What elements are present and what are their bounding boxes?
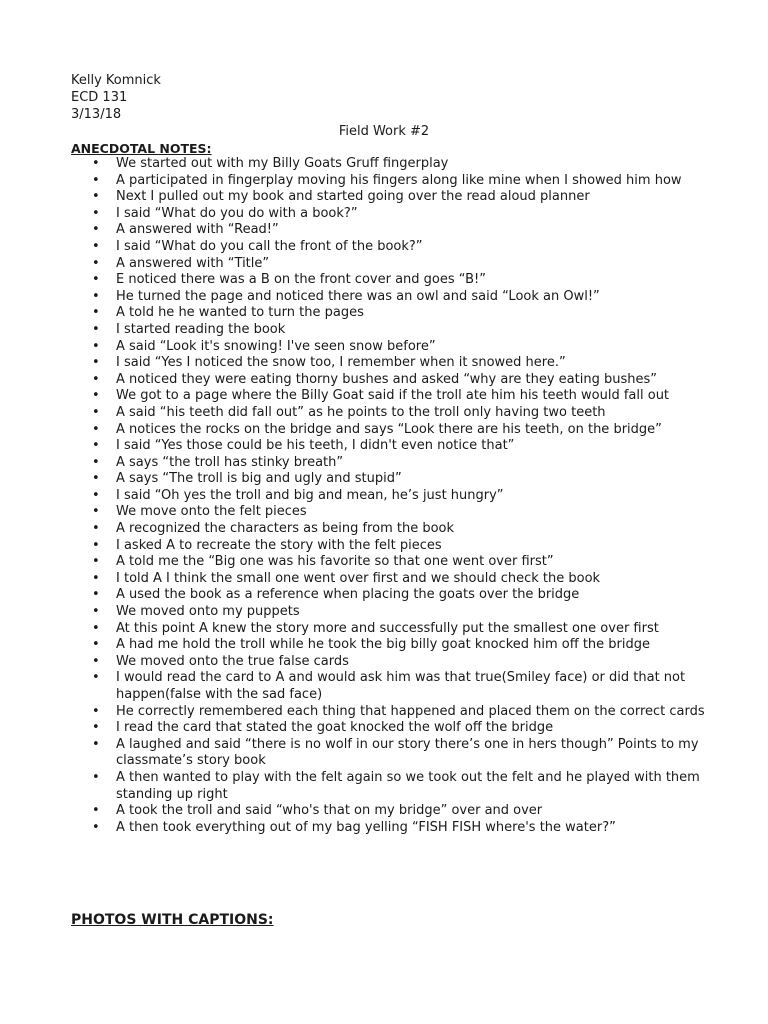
list-item: • We move onto the felt pieces: [116, 504, 746, 521]
list-item: • A noticed they were eating thorny bushes and asked “why are they eating bushes”: [116, 372, 746, 389]
anecdotal-notes-heading: ANECDOTAL NOTES:: [71, 141, 212, 156]
list-item: • Next I pulled out my book and started going over the read aloud planner: [116, 189, 746, 206]
list-item: • A told me the “Big one was his favorite so that one went over first”: [116, 554, 746, 571]
list-item: • He turned the page and noticed there was an owl and said “Look an Owl!”: [116, 289, 746, 306]
list-item: • At this point A knew the story more and successfully put the smallest one over first: [116, 621, 746, 638]
student-name: Kelly Komnick: [71, 73, 161, 88]
list-item: • A then wanted to play with the felt again so we took out the felt and he played with them standing up right: [116, 770, 746, 803]
list-item: • A says “the troll has stinky breath”: [116, 455, 746, 472]
list-item: • We moved onto my puppets: [116, 604, 746, 621]
list-item: • We got to a page where the Billy Goat said if the troll ate him his teeth would fall out: [116, 388, 746, 405]
list-item: • I asked A to recreate the story with the felt pieces: [116, 538, 746, 555]
list-item: • I said “Yes those could be his teeth, I didn't even notice that”: [116, 438, 746, 455]
list-item: • A says “The troll is big and ugly and stupid”: [116, 471, 746, 488]
list-item: • He correctly remembered each thing that happened and placed them on the correct cards: [116, 704, 746, 721]
list-item: • A recognized the characters as being from the book: [116, 521, 746, 538]
list-item: • A said “his teeth did fall out” as he points to the troll only having two teeth: [116, 405, 746, 422]
course-code: ECD 131: [71, 90, 128, 105]
date: 3/13/18: [71, 107, 122, 122]
list-item: • A then took everything out of my bag yelling “FISH FISH where's the water?”: [116, 820, 746, 837]
list-item: • A laughed and said “there is no wolf in our story there’s one in hers though” Points to my classmate’s story book: [116, 737, 746, 770]
list-item: • A had me hold the troll while he took the big billy goat knocked him off the bridge: [116, 637, 746, 654]
list-item: • We moved onto the true false cards: [116, 654, 746, 671]
list-item: • A notices the rocks on the bridge and says “Look there are his teeth, on the bridge”: [116, 422, 746, 439]
list-item: • A used the book as a reference when placing the goats over the bridge: [116, 587, 746, 604]
list-item: • I read the card that stated the goat knocked the wolf off the bridge: [116, 720, 746, 737]
list-item: • I told A I think the small one went over first and we should check the book: [116, 571, 746, 588]
list-item: • A said “Look it's snowing! I've seen snow before”: [116, 339, 746, 356]
list-item: • I said “Oh yes the troll and big and mean, he’s just hungry”: [116, 488, 746, 505]
list-item: • A took the troll and said “who's that on my bridge” over and over: [116, 803, 746, 820]
header-block: [71, 73, 161, 124]
list-item: • I would read the card to A and would ask him was that true(Smiley face) or did that not happen(false with the sad face): [116, 670, 746, 703]
list-item: • I said “What do you do with a book?”: [116, 206, 746, 223]
list-item: • I said “Yes I noticed the snow too, I remember when it snowed here.”: [116, 355, 746, 372]
list-item: • A answered with “Read!”: [116, 222, 746, 239]
list-item: • We started out with my Billy Goats Gruff fingerplay: [116, 156, 746, 173]
list-item: • A participated in fingerplay moving his fingers along like mine when I showed him how: [116, 173, 746, 190]
list-item: • I started reading the book: [116, 322, 746, 339]
list-item: • I said “What do you call the front of the book?”: [116, 239, 746, 256]
anecdotal-notes-list: [71, 156, 746, 836]
document-title: Field Work #2: [338, 124, 430, 139]
list-item: • E noticed there was a B on the front cover and goes “B!”: [116, 272, 746, 289]
list-item: • A told he he wanted to turn the pages: [116, 305, 746, 322]
list-item: • A answered with “Title”: [116, 256, 746, 273]
photos-with-captions-heading: PHOTOS WITH CAPTIONS:: [71, 912, 274, 928]
